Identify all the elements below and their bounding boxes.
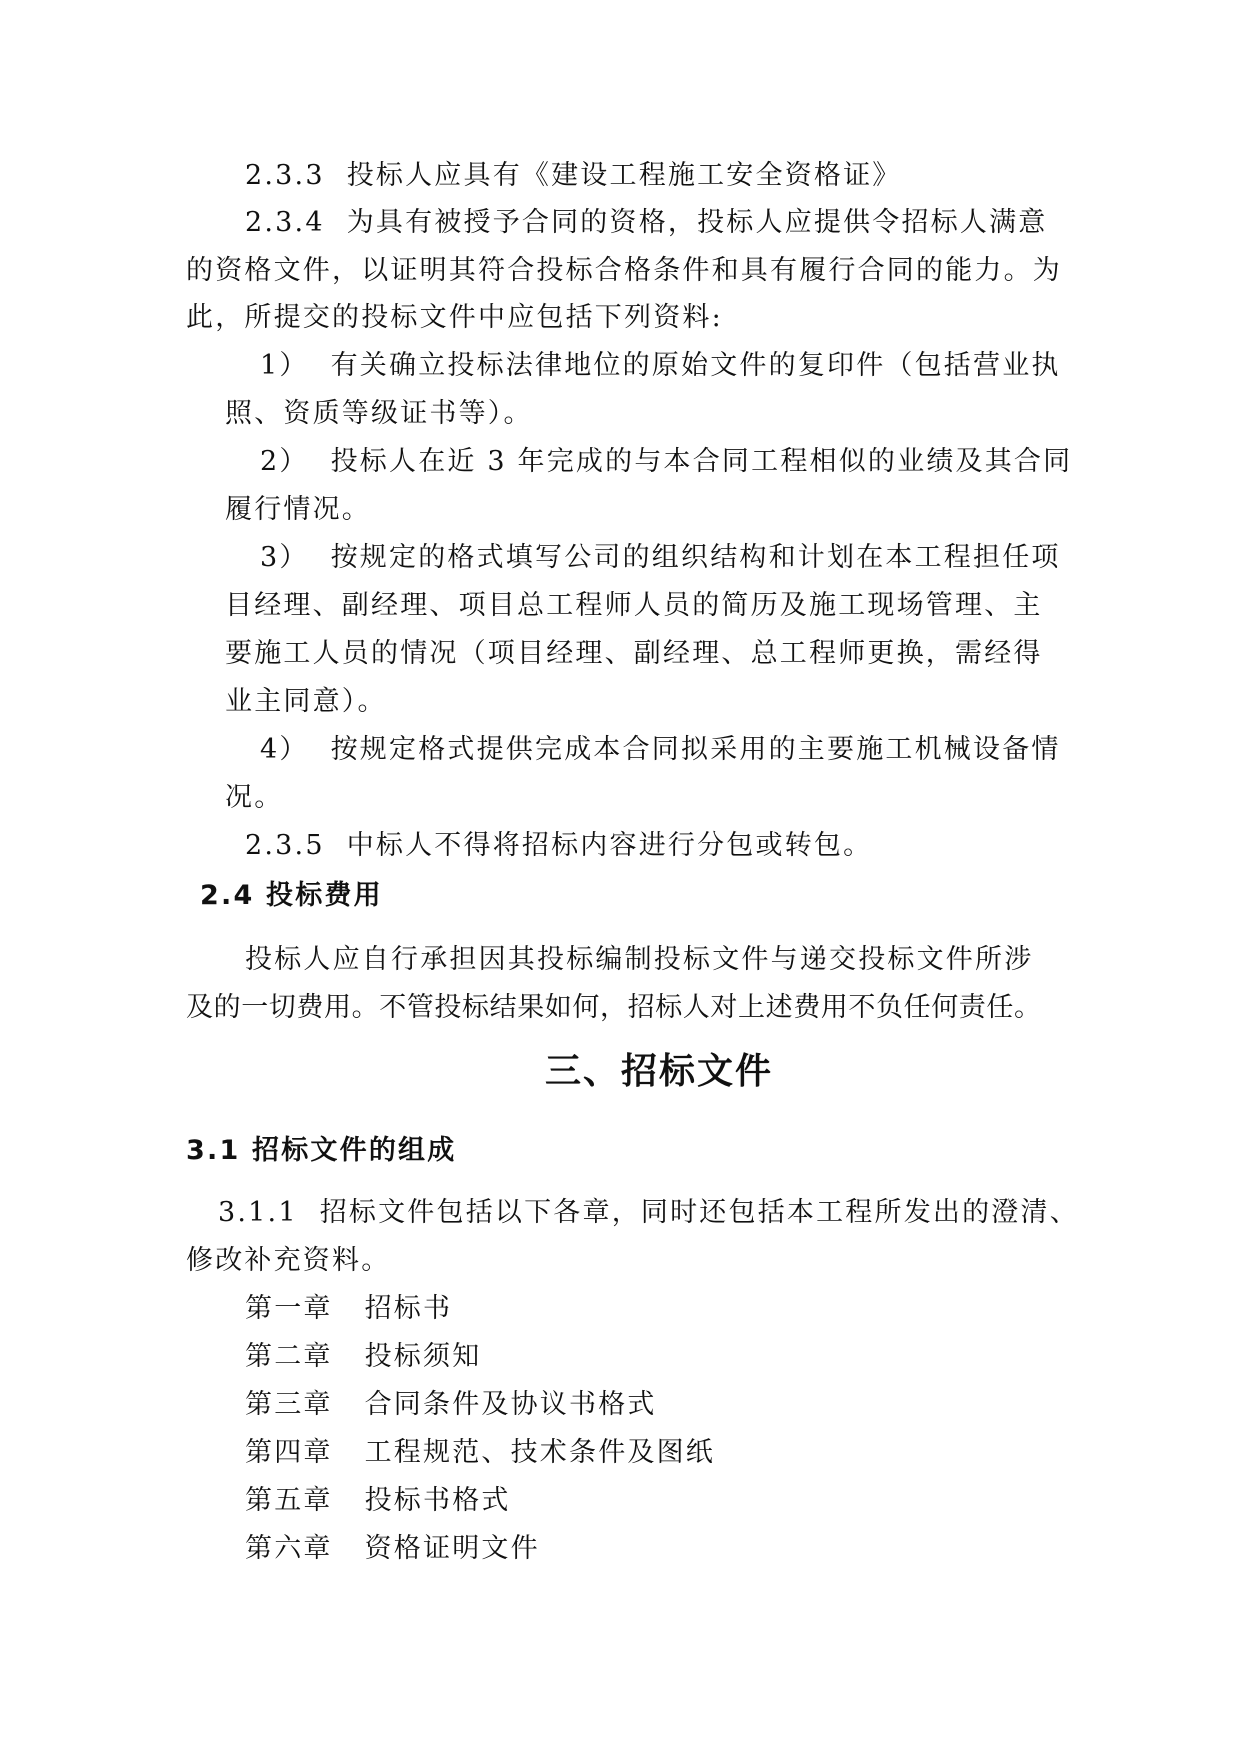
chapter-label: 第一章 — [245, 1293, 333, 1324]
section-2-4-title: 2.4 投标费用 — [200, 880, 383, 911]
list-item-2-line-1 — [260, 444, 1072, 480]
clause-2-3-4-line-1 — [245, 205, 1048, 241]
chapter-item-4 — [245, 1435, 715, 1471]
chapter-label: 第六章 — [245, 1533, 333, 1564]
chapter-name: 投标须知 — [364, 1341, 482, 1372]
clause-2-3-5 — [245, 828, 872, 864]
chapter-name: 工程规范、技术条件及图纸 — [364, 1437, 716, 1468]
clause-text: 招标文件包括以下各章，同时还包括本工程所发出的澄清、 — [319, 1197, 1079, 1228]
list-item-3-line-1 — [260, 540, 1061, 576]
clause-3-1-1-line-2: 修改补充资料。 — [186, 1245, 391, 1276]
chapter-item-3 — [245, 1387, 657, 1423]
list-marker: 3） — [260, 542, 309, 573]
list-text: 投标人在近 3 年完成的与本合同工程相似的业绩及其合同 — [330, 446, 1073, 477]
clause-number: 2.3.3 — [245, 160, 325, 191]
list-item-4-line-2: 况。 — [225, 782, 284, 813]
clause-text: 为具有被授予合同的资格，投标人应提供令招标人满意 — [346, 207, 1048, 238]
list-item-3-line-3: 要施工人员的情况（项目经理、副经理、总工程师更换，需经得 — [225, 638, 1043, 669]
chapter-label: 第三章 — [245, 1389, 333, 1420]
clause-text: 投标人应具有《建设工程施工安全资格证》 — [346, 160, 902, 191]
list-marker: 4） — [260, 734, 309, 765]
list-item-3-line-4: 业主同意）。 — [225, 686, 387, 717]
clause-2-3-3 — [245, 158, 902, 194]
list-text: 有关确立投标法律地位的原始文件的复印件（包括营业执 — [330, 350, 1061, 381]
clause-2-3-4-line-3: 此，所提交的投标文件中应包括下列资料: — [186, 302, 723, 333]
chapter-name: 合同条件及协议书格式 — [364, 1389, 657, 1420]
list-item-1-line-2: 照、资质等级证书等）。 — [225, 398, 533, 429]
clause-number: 2.3.5 — [245, 830, 325, 861]
list-text: 按规定格式提供完成本合同拟采用的主要施工机械设备情 — [330, 734, 1061, 765]
chapter-label: 第二章 — [245, 1341, 333, 1372]
section-2-4-line-1: 投标人应自行承担因其投标编制投标文件与递交投标文件所涉 — [245, 944, 1034, 975]
clause-number: 3.1.1 — [218, 1197, 298, 1228]
chapter-name: 招标书 — [364, 1293, 453, 1324]
chapter-name: 投标书格式 — [364, 1485, 511, 1516]
chapter-item-5 — [245, 1483, 511, 1519]
chapter-name: 资格证明文件 — [364, 1533, 540, 1564]
list-text: 按规定的格式填写公司的组织结构和计划在本工程担任项 — [330, 542, 1061, 573]
chapter-item-1 — [245, 1291, 452, 1327]
list-item-2-line-2: 履行情况。 — [225, 494, 371, 525]
list-item-3-line-2: 目经理、副经理、项目总工程师人员的简历及施工现场管理、主 — [225, 590, 1043, 621]
list-marker: 2） — [260, 446, 309, 477]
clause-number: 2.3.4 — [245, 207, 325, 238]
chapter-item-2 — [245, 1339, 481, 1375]
list-item-1-line-1 — [260, 348, 1061, 384]
chapter-label: 第五章 — [245, 1485, 333, 1516]
part-three-title: 三、招标文件 — [545, 1051, 774, 1092]
clause-text: 中标人不得将招标内容进行分包或转包。 — [346, 830, 873, 861]
section-2-4-line-2: 及的一切费用。不管投标结果如何，招标人对上述费用不负任何责任。 — [186, 992, 1042, 1023]
list-marker: 1） — [260, 350, 309, 381]
list-item-4-line-1 — [260, 732, 1061, 768]
section-3-1-title: 3.1 招标文件的组成 — [186, 1135, 457, 1166]
clause-2-3-4-line-2: 的资格文件，以证明其符合投标合格条件和具有履行合同的能力。为 — [186, 255, 1062, 286]
clause-3-1-1-line-1 — [218, 1195, 1079, 1231]
chapter-label: 第四章 — [245, 1437, 333, 1468]
chapter-item-6 — [245, 1531, 540, 1567]
